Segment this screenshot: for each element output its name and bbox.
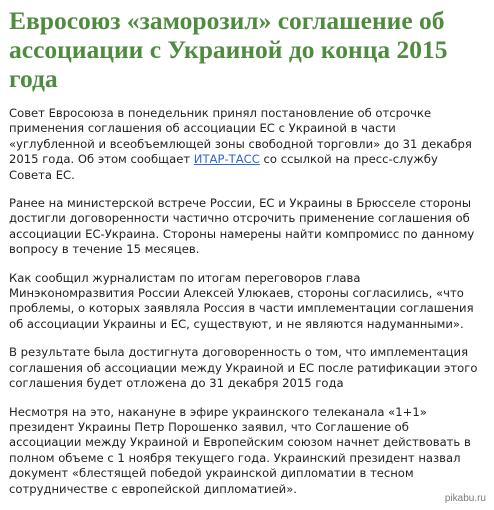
- site-watermark: pikabu.ru: [444, 493, 486, 504]
- article: [9, 6, 479, 510]
- source-link[interactable]: ИТАР-ТАСС: [193, 152, 260, 167]
- paragraph-text: Совет Евросоюза в понедельник принял постановление об отсрочке применения соглашения об ассоциации ЕС с Украиной в части «углубленной и всеобъемлющей зоны свободной торговли» до 31 декабря 2015 года. Об этом сообщает: [9, 106, 472, 167]
- article-paragraph: Несмотря на это, накануне в эфире украинского телеканала «1+1» президент Украины Петр Порошенко заявил, что Соглашение об ассоциации между Украиной и Европейским союзом начнет действовать в полном объеме с 1 ноября текущего года. Украинский президент назвал документ «блестящей победой украинской дипломатии в тесном сотрудничестве с европейской дипломатией».: [9, 404, 471, 496]
- article-paragraph: В результате была достигнута договоренность о том, что имплементация соглашения об ассоциации между Украиной и ЕС после ратификации этого соглашения будет отложена до 31 декабря 2015 года: [9, 345, 478, 391]
- article-paragraph: Ранее на министерской встрече России, ЕС и Украины в Брюсселе стороны достигли договоренности частично отсрочить применение соглашения об ассоциации ЕС-Украина. Стороны намерены найти компромисс по данному вопросу в течение 15 месяцев.: [9, 196, 475, 257]
- article-paragraph: Как сообщил журналистам по итогам переговоров глава Минэкономразвития России Алексей Улюкаев, стороны согласились, «что проблемы, о которых заявляла Россия в части имплементации соглашения об ассоциации Украины и ЕС, существуют, и не являются надуманными».: [9, 270, 474, 331]
- paragraph-text: со ссылкой на пресс-службу Совета ЕС.: [9, 152, 438, 182]
- article-title: Евросоюз «заморозил» соглашение об ассоциации с Украиной до конца 2015 года: [9, 6, 448, 93]
- article-paragraph: [9, 106, 479, 183]
